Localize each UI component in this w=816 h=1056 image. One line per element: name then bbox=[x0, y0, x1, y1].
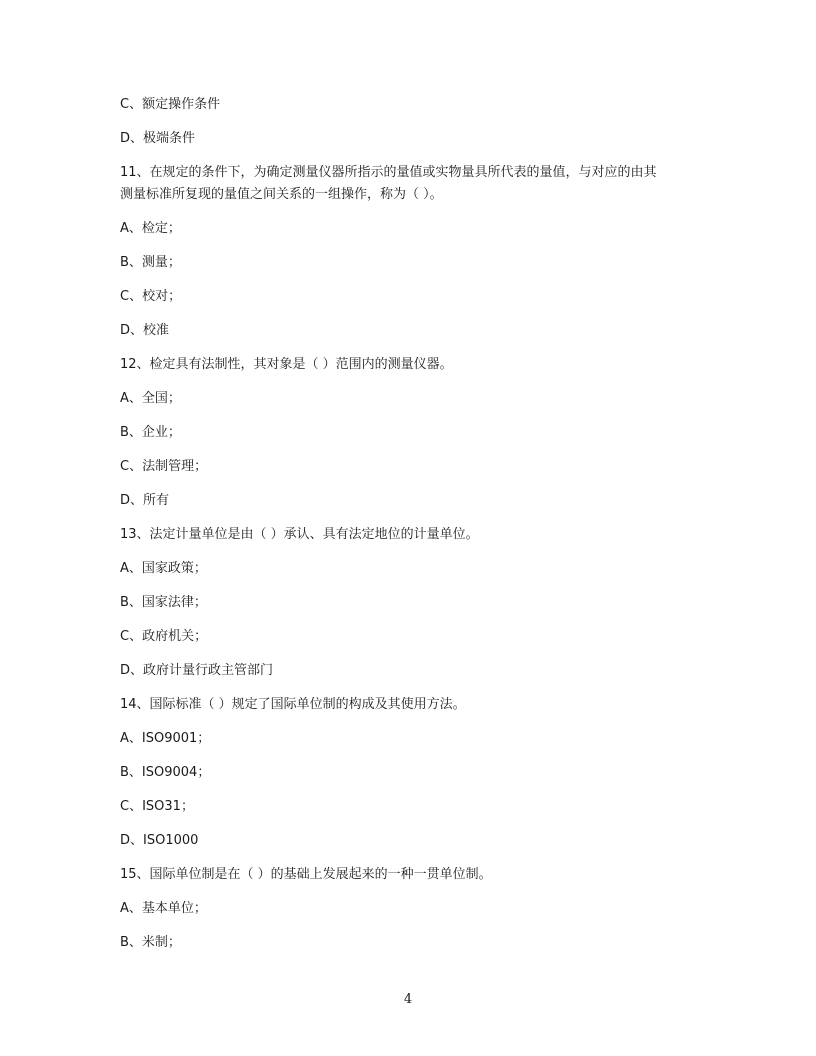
answer-option: A、全国； bbox=[120, 391, 181, 406]
answer-option: C、校对； bbox=[120, 289, 182, 304]
question-line: 12、检定具有法制性，其对象是（ ）范围内的测量仪器。 bbox=[120, 357, 453, 372]
answer-option: C、政府机关； bbox=[120, 629, 208, 644]
answer-option: D、校准 bbox=[120, 323, 170, 338]
answer-option: D、极端条件 bbox=[120, 131, 196, 146]
answer-option: C、额定操作条件 bbox=[120, 97, 221, 112]
answer-option: B、国家法律； bbox=[120, 595, 207, 610]
answer-option: A、ISO9001； bbox=[120, 731, 211, 746]
answer-option: A、检定； bbox=[120, 221, 181, 236]
question-text bbox=[120, 524, 710, 546]
answer-option: A、基本单位； bbox=[120, 901, 207, 916]
answer-option: D、政府计量行政主管部门 bbox=[120, 663, 274, 678]
answer-option: D、ISO1000 bbox=[120, 833, 199, 848]
answer-option: B、米制； bbox=[120, 935, 181, 950]
question-text bbox=[120, 694, 710, 716]
question-line: 15、国际单位制是在（ ）的基础上发展起来的一种一贯单位制。 bbox=[120, 867, 492, 882]
answer-option: B、测量； bbox=[120, 255, 181, 270]
answer-option: B、企业； bbox=[120, 425, 181, 440]
answer-option: C、ISO31； bbox=[120, 799, 194, 814]
question-text bbox=[120, 162, 710, 206]
question-line: 13、法定计量单位是由（ ）承认、具有法定地位的计量单位。 bbox=[120, 527, 479, 542]
answer-option: B、ISO9004； bbox=[120, 765, 211, 780]
page-number: 4 bbox=[403, 992, 413, 1007]
question-line: 14、国际标准（ ）规定了国际单位制的构成及其使用方法。 bbox=[120, 697, 466, 712]
answer-option: C、法制管理； bbox=[120, 459, 208, 474]
answer-option: D、所有 bbox=[120, 493, 170, 508]
question-text bbox=[120, 864, 710, 886]
question-line: 11、在规定的条件下，为确定测量仪器所指示的量值或实物量具所代表的量值，与对应的由其 bbox=[120, 165, 657, 180]
answer-option: A、国家政策； bbox=[120, 561, 207, 576]
question-line: 测量标准所复现的量值之间关系的一组操作，称为（ ）。 bbox=[120, 187, 443, 202]
question-text bbox=[120, 354, 710, 376]
document-body bbox=[120, 94, 710, 966]
